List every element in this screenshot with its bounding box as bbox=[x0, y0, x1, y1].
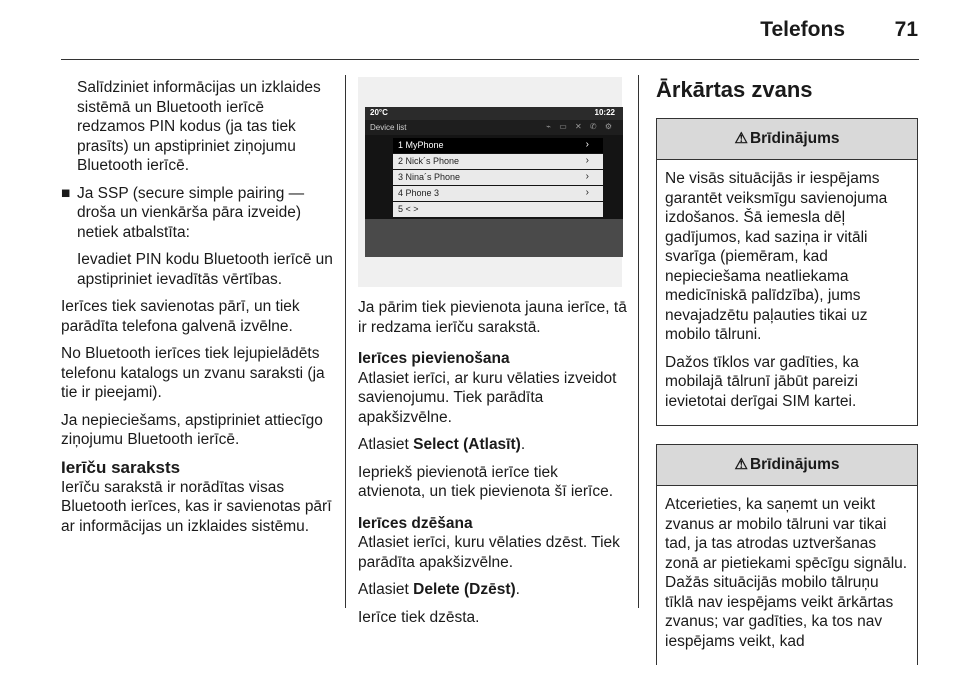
warning-icon: ⚠ bbox=[734, 456, 748, 474]
warning-header bbox=[657, 445, 917, 486]
section-title-device-list: Ierīču saraksts bbox=[61, 457, 181, 477]
device-row-1 bbox=[393, 138, 603, 153]
text-suffix: . bbox=[520, 436, 526, 453]
page-number: 71 bbox=[894, 18, 918, 41]
warning-body bbox=[657, 160, 917, 425]
screen-temperature: 20°C bbox=[370, 108, 388, 117]
warning-body bbox=[657, 486, 917, 665]
device-label: 1 MyPhone bbox=[398, 140, 444, 150]
column-1 bbox=[61, 78, 333, 544]
device-row-4 bbox=[393, 186, 603, 201]
chevron-right-icon: › bbox=[585, 139, 589, 150]
warning-box-1 bbox=[656, 118, 918, 426]
device-list-screenshot bbox=[358, 77, 622, 287]
paragraph-select-delete bbox=[358, 580, 628, 600]
chevron-right-icon: › bbox=[585, 171, 589, 182]
warning-paragraph: Dažos tīklos var gadīties, ka mobilajā tālrunī jābūt pareizi ievietotai derīgai SIM kartei. bbox=[665, 353, 859, 410]
paragraph-new-device: Ja pārim tiek pievienota jauna ierīce, tā ir redzama ierīču sarakstā. bbox=[358, 299, 627, 336]
screen-time: 10:22 bbox=[594, 108, 615, 117]
subsection-title-add: Ierīces pievienošana bbox=[358, 350, 510, 367]
screen-status-bar bbox=[365, 107, 623, 120]
paragraph-download: No Bluetooth ierīces tiek lejupielādēts telefonu katalogs un zvanu saraksti (ja tie ir pieejami). bbox=[61, 345, 325, 401]
paragraph-device-list: Ierīču sarakstā ir norādītas visas Bluetooth ierīces, kas ir savienotas pārī ar informācijas un izklaides sistēmu. bbox=[61, 478, 332, 535]
device-label: 4 Phone 3 bbox=[398, 188, 440, 198]
device-row-2 bbox=[393, 154, 603, 169]
paragraph-enter-pin: Ievadiet PIN kodu Bluetooth ierīcē un apstipriniet ievadītās vērtības. bbox=[77, 251, 333, 288]
device-row-3 bbox=[393, 170, 603, 185]
text-prefix: Atlasiet bbox=[358, 436, 414, 453]
column-3 bbox=[656, 78, 918, 675]
running-header-title: Telefons bbox=[760, 18, 845, 41]
section-title-emergency: Ārkārtas zvans bbox=[656, 77, 813, 102]
screen-device-list bbox=[393, 138, 603, 218]
device-label: 3 Nina´s Phone bbox=[398, 172, 461, 182]
warning-heading: Brīdinājums bbox=[749, 130, 840, 148]
column-2 bbox=[358, 298, 628, 635]
device-row-5 bbox=[393, 202, 603, 217]
text-suffix: . bbox=[515, 581, 520, 598]
menu-label-delete: Delete (Dzēst) bbox=[413, 581, 516, 598]
warning-paragraph: Atcerieties, ka saņemt un veikt zvanus ar mobilo tālruni var tikai tad, ja tas atrodas uztveršanas zonā ar pietiekami spēcīgu signālu. Dažās situācijās mobilo tālruņu tīklā nav iespējams veikt ārkārtas zvanus; var gadīties, ka tos nav iespējams veikt, kad bbox=[665, 496, 908, 650]
screen-bottom-area bbox=[365, 219, 623, 257]
warning-icon: ⚠ bbox=[734, 130, 748, 148]
device-label: 2 Nick´s Phone bbox=[398, 156, 460, 166]
screen-title-bar bbox=[365, 120, 623, 135]
paragraph-paired: Ierīces tiek savienotas pārī, un tiek parādīta telefona galvenā izvēlne. bbox=[61, 298, 300, 335]
bullet-ssp-text: Ja SSP (secure simple pairing — droša un vienkārša pāra izveide) netiek atbalstīta: bbox=[77, 184, 305, 241]
chevron-right-icon: › bbox=[585, 187, 589, 198]
header-divider bbox=[61, 59, 919, 60]
menu-label-select: Select (Atlasīt) bbox=[413, 436, 521, 453]
text-prefix: Atlasiet bbox=[358, 581, 414, 598]
device-label: 5 < > bbox=[398, 204, 419, 214]
paragraph-select bbox=[358, 435, 628, 455]
subsection-title-delete: Ierīces dzēšana bbox=[358, 514, 473, 532]
paragraph-delete: Atlasiet ierīci, kuru vēlaties dzēst. Tiek parādīta apakšizvēlne. bbox=[358, 534, 620, 571]
column-divider-left bbox=[345, 75, 346, 608]
paragraph-confirm: Ja nepieciešams, apstipriniet attiecīgo ziņojumu Bluetooth ierīcē. bbox=[61, 411, 323, 448]
bullet-square-icon: ■ bbox=[61, 184, 71, 202]
warning-paragraph: Ne visās situācijās ir iespējams garantēt veiksmīgu savienojuma izdošanos. Šā iemesla dēļ gadījumos, kad saziņa ir vitāli svarīga (piemēram, kad nepieciešama neatliekama medicīniskā palīdzība), jums nevajadzētu paļauties tikai uz mobilo tālruni. bbox=[665, 170, 888, 343]
paragraph-deleted: Ierīce tiek dzēsta. bbox=[358, 608, 480, 626]
paragraph-previous-device: Iepriekš pievienotā ierīce tiek atvienota, un tiek pievienota šī ierīce. bbox=[358, 463, 614, 500]
paragraph-add: Atlasiet ierīci, ar kuru vēlaties izveidot savienojumu. Tiek parādīta apakšizvēlne. bbox=[358, 369, 617, 426]
warning-header bbox=[657, 119, 917, 160]
warning-heading: Brīdinājums bbox=[749, 456, 840, 474]
warning-box-2 bbox=[656, 444, 918, 665]
column-divider-right bbox=[638, 75, 639, 608]
screen-status-icons: ⌁ ▭ ✕ ✆ ⚙ bbox=[546, 122, 615, 131]
paragraph-compare-pin: Salīdziniet informācijas un izklaides sistēmā un Bluetooth ierīcē redzamos PIN kodus (ja tas tiek prasīts) un apstipriniet ziņojumu Bluetooth ierīcē. bbox=[77, 79, 321, 174]
bullet-ssp bbox=[61, 184, 333, 243]
screen-display bbox=[365, 107, 623, 257]
chevron-right-icon: › bbox=[585, 155, 589, 166]
screen-title: Device list bbox=[370, 123, 407, 132]
